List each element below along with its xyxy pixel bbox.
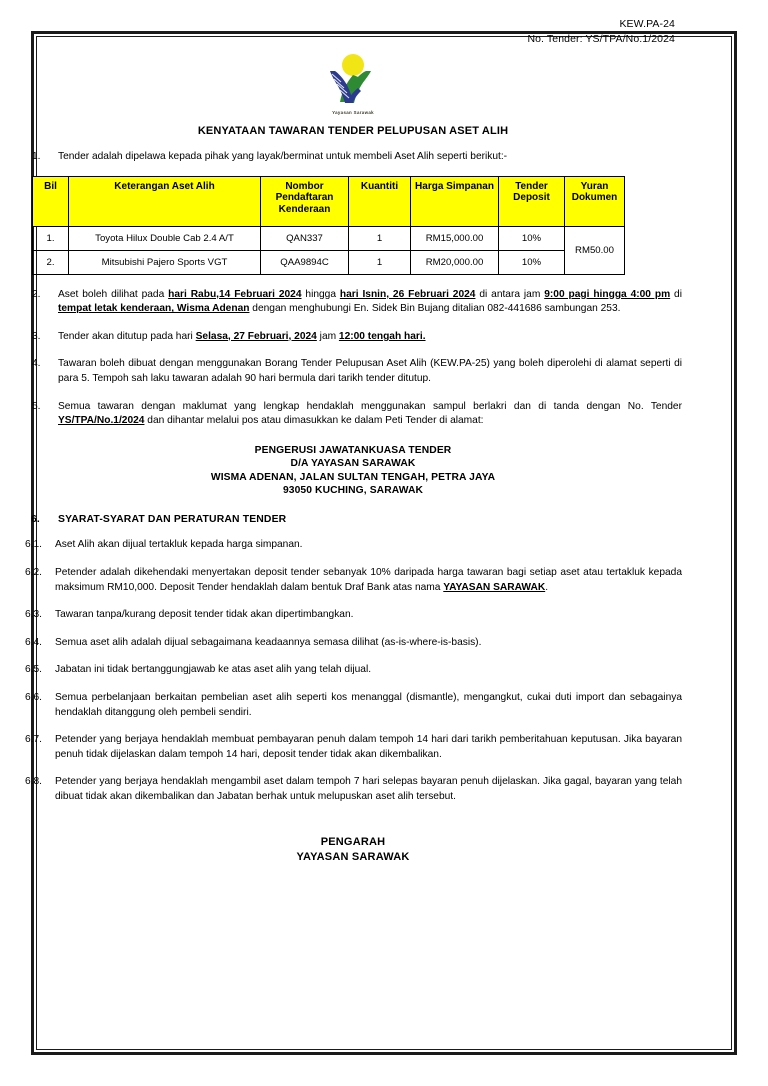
clause-3-text (58, 330, 682, 345)
clause-2-date-start: hari Rabu,14 Februari 2024 (168, 288, 302, 300)
clause-4-number: 4. (32, 358, 41, 370)
clause-6-2-text (55, 566, 682, 595)
organization-logo (24, 51, 682, 115)
address-line-2: D/A YAYASAN SARAWAK (290, 458, 416, 470)
yayasan-sarawak-logo-icon (317, 51, 389, 109)
clause-6-8-text: Petender yang berjaya hendaklah mengambil aset dalam tempoh 7 hari selepas bayaran penuh dijelaskan. Jika gagal, bayaran yang telah dibuat tidak akan dikembalikan dan Jabatan berhak untuk melupuskan aset alih tersebut. (55, 776, 682, 802)
clause-6-2-seg2: . (545, 581, 549, 593)
clause-3-closing-time: 12:00 tengah hari. (338, 330, 426, 342)
col-header-keterangan: Keterangan Aset Alih (69, 176, 261, 226)
clause-6-1-text: Aset Alih akan dijual tertakluk kepada harga simpanan. (55, 539, 303, 551)
form-code: KEW.PA-24 (619, 18, 675, 30)
clause-6-8 (24, 775, 682, 804)
clause-5-tender-no: YS/TPA/No.1/2024 (58, 415, 145, 427)
clause-6-7-text: Petender yang berjaya hendaklah membuat pembayaran penuh dalam tempoh 14 hari dari tarikh pemberitahuan keputusan. Jika bayaran penuh tidak dijelaskan dalam tempoh 14 hari, deposit tender tidak akan dikembalikan. (55, 734, 682, 760)
clause-6-6 (24, 691, 682, 720)
section-6-number: 6. (31, 514, 40, 526)
clause-4-text: Tawaran boleh dibuat dengan menggunakan Borang Tender Pelupusan Aset Alih (KEW.PA-25) yang boleh diperolehi di alamat seperti di para 5. Tempoh sah laku tawaran adalah 90 hari bermula dari tarikh tender ditutup. (58, 358, 682, 384)
cell-bil: 2. (33, 250, 69, 274)
clause-6-3-text: Tawaran tanpa/kurang deposit tender tidak akan dipertimbangkan. (55, 609, 354, 621)
cell-nombor: QAN337 (261, 226, 349, 250)
clause-2-location: tempat letak kenderaan, Wisma Adenan (58, 303, 250, 315)
cell-kuantiti: 1 (349, 250, 411, 274)
logo-caption: Yayasan Sarawak (332, 110, 374, 115)
cell-yuran-dokumen: RM50.00 (565, 226, 625, 274)
section-6-title: SYARAT-SYARAT DAN PERATURAN TENDER (58, 514, 287, 526)
clause-3-number: 3. (32, 330, 41, 342)
clause-2-number: 2. (32, 288, 41, 300)
clause-3-closing-date: Selasa, 27 Februari, 2024 (195, 330, 317, 342)
clause-6-2 (24, 566, 682, 595)
cell-bil: 1. (33, 226, 69, 250)
clause-2-seg3: di antara jam (475, 288, 545, 300)
clause-1-number: 1. (32, 151, 41, 162)
cell-keterangan: Toyota Hilux Double Cab 2.4 A/T (69, 226, 261, 250)
tender-address-block (24, 444, 682, 498)
clause-2-hours: 9:00 pagi hingga 4:00 pm (544, 288, 671, 300)
col-header-deposit: Tender Deposit (499, 176, 565, 226)
cell-harga: RM20,000.00 (411, 250, 499, 274)
clause-6-7 (24, 733, 682, 762)
page-title: KENYATAAN TAWARAN TENDER PELUPUSAN ASET ALIH (197, 125, 509, 137)
clause-2-seg4: di (670, 288, 682, 300)
clause-6-5 (24, 663, 682, 678)
col-header-yuran: Yuran Dokumen (565, 176, 625, 226)
clause-3-seg1: Tender akan ditutup pada hari (58, 330, 196, 342)
clause-6-2-seg1: Petender adalah dikehendaki menyertakan deposit tender sebanyak 10% daripada harga tawaran bagi setiap aset atau tertakluk kepada maksimum RM10,000. Deposit Tender hendaklah dalam bentuk Draf Bank atas nama (55, 566, 682, 593)
clause-6-4 (24, 636, 682, 651)
clause-6-5-number: 6.5. (25, 664, 42, 676)
clause-6-1 (24, 538, 682, 553)
col-header-kuantiti: Kuantiti (349, 176, 411, 226)
clause-3 (24, 330, 682, 345)
clause-2 (24, 288, 682, 317)
table-header-row (33, 176, 625, 226)
col-header-nombor: Nombor Pendaftaran Kenderaan (261, 176, 349, 226)
clause-6-5-text: Jabatan ini tidak bertanggungjawab ke atas aset alih yang telah dijual. (55, 664, 372, 676)
clause-5-seg1: Semua tawaran dengan maklumat yang lengkap hendaklah menggunakan sampul berlakri dan di tanda dengan No. Tender (58, 400, 682, 412)
col-header-bil: Bil (33, 176, 69, 226)
clause-6-7-number: 6.7. (25, 734, 42, 746)
clause-6-1-number: 6.1. (25, 539, 42, 551)
table-row (33, 226, 625, 250)
cell-deposit: 10% (499, 250, 565, 274)
clause-3-seg2: jam (316, 330, 339, 342)
clause-6-3 (24, 608, 682, 623)
clause-6-3-number: 6.3. (25, 609, 42, 621)
cell-nombor: QAA9894C (261, 250, 349, 274)
clause-5 (24, 400, 682, 429)
asset-table (32, 176, 625, 275)
col-header-harga: Harga Simpanan (411, 176, 499, 226)
clause-6-6-number: 6.6. (25, 691, 42, 703)
clause-2-text (58, 288, 682, 317)
cell-deposit: 10% (499, 226, 565, 250)
clause-6-2-payee: YAYASAN SARAWAK (443, 581, 546, 593)
footer-line-2: YAYASAN SARAWAK (296, 850, 410, 863)
clause-6-4-number: 6.4. (25, 636, 42, 648)
address-line-4: 93050 KUCHING, SARAWAK (282, 484, 424, 496)
clause-6-2-number: 6.2. (25, 566, 42, 578)
footer-line-1: PENGARAH (320, 835, 386, 848)
clause-2-date-end: hari Isnin, 26 Februari 2024 (339, 288, 476, 300)
document-header (24, 12, 682, 47)
clause-5-number: 5. (32, 400, 41, 412)
clause-5-text (58, 400, 682, 429)
address-line-1: PENGERUSI JAWATANKUASA TENDER (254, 444, 452, 456)
clause-6-8-number: 6.8. (25, 776, 42, 788)
cell-kuantiti: 1 (349, 226, 411, 250)
clause-5-seg2: dan dihantar melalui pos atau dimasukkan ke dalam Peti Tender di alamat: (144, 415, 484, 427)
clause-2-seg1: Aset boleh dilihat pada (58, 288, 169, 300)
cell-keterangan: Mitsubishi Pajero Sports VGT (69, 250, 261, 274)
document-footer-signature (24, 835, 682, 865)
address-line-3: WISMA ADENAN, JALAN SULTAN TENGAH, PETRA JAYA (210, 471, 496, 483)
asset-table-container (24, 176, 682, 275)
clause-4 (24, 357, 682, 386)
clause-2-seg2: hingga (301, 288, 340, 300)
tender-number: No. Tender: YS/TPA/No.1/2024 (527, 33, 675, 45)
section-6-heading (24, 514, 682, 525)
clause-1 (24, 150, 682, 165)
clause-6-4-text: Semua aset alih adalah dijual sebagaimana keadaannya semasa dilihat (as-is-where-is-basis). (55, 636, 482, 648)
cell-harga: RM15,000.00 (411, 226, 499, 250)
clause-2-seg5: dengan menghubungi En. Sidek Bin Bujang ditalian 082-441686 sambungan 253. (249, 303, 621, 315)
table-row (33, 250, 625, 274)
clause-6-6-text: Semua perbelanjaan berkaitan pembelian aset alih seperti kos menanggal (dismantle), mengangkut, cukai duti import dan sebagainya hendaklah ditanggung oleh pembeli sendiri. (55, 691, 682, 718)
clause-1-text: Tender adalah dipelawa kepada pihak yang layak/berminat untuk membeli Aset Alih seperti berikut:- (58, 151, 508, 162)
